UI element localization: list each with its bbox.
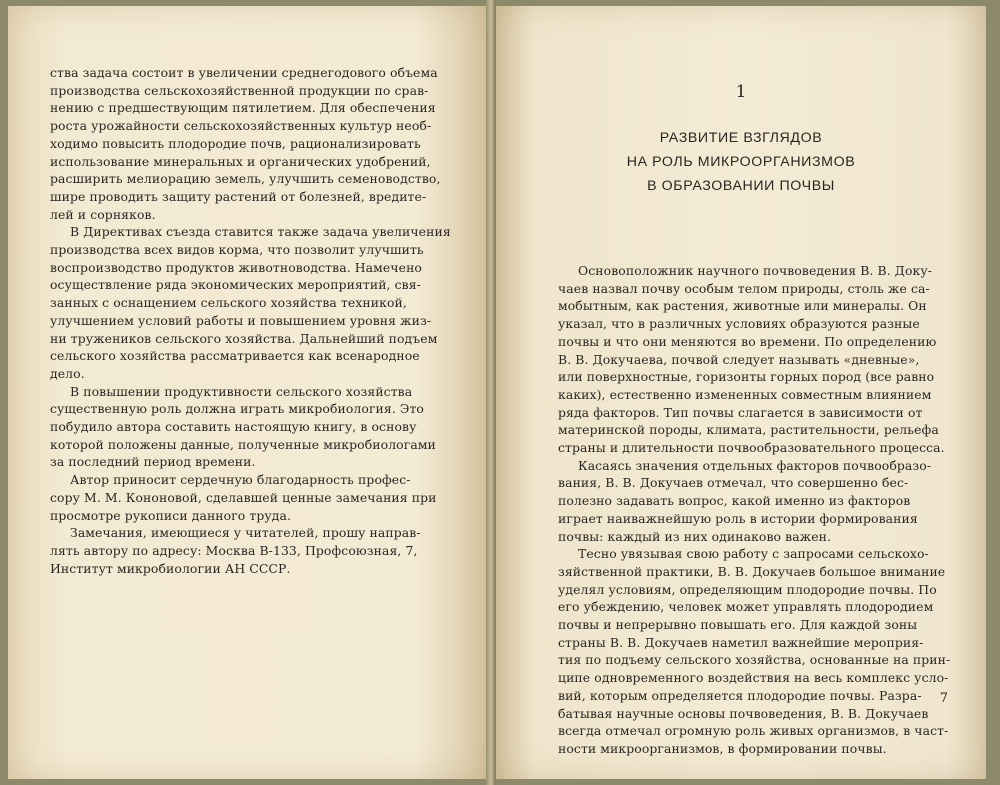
left-page-text (50, 64, 451, 577)
text-line: дело. (50, 365, 85, 381)
text-line: Тесно увязывая свою работу с запросами сельскохо- (578, 546, 929, 562)
text-line: всегда отмечал огромную роль живых организмов, в част- (558, 723, 949, 739)
book-gutter (486, 0, 496, 785)
left-page (8, 6, 486, 779)
text-line: побудило автора составить настоящую книгу, в основу (50, 419, 417, 435)
text-line: материнской породы, климата, растительности, рельефа (558, 422, 939, 438)
chapter-title (496, 126, 986, 198)
text-line: уделял условиям, определяющим плодородие почвы. По (558, 581, 937, 597)
text-line: расширить мелиорацию земель, улучшить семеноводство, (50, 171, 441, 187)
text-line: существенную роль должна играть микробиология. Это (50, 401, 424, 417)
text-line: Институт микробиологии АН СССР. (50, 560, 291, 576)
text-line: занных с оснащением сельского хозяйства техникой, (50, 295, 407, 311)
text-line: сельского хозяйства рассматривается как всенародное (50, 348, 420, 364)
text-line: которой положены данные, полученные микробиологами (50, 436, 436, 452)
text-line: за последний период времени. (50, 454, 256, 470)
text-line: ходимо повысить плодородие почв, рационализировать (50, 135, 421, 151)
text-line: производства всех видов корма, что позволит улучшить (50, 242, 424, 258)
text-line: лять автору по адресу: Москва В-133, Профсоюзная, 7, (50, 542, 418, 558)
chapter-title-line: НА РОЛЬ МИКРООРГАНИЗМОВ (626, 154, 856, 170)
text-line: использование минеральных и органических удобрений, (50, 153, 431, 169)
text-line: улучшением условий работы и повышением уровня жиз- (50, 312, 432, 328)
text-line: или поверхностные, горизонты горных пород (все равно (558, 369, 935, 385)
text-line: ности микроорганизмов, в формировании почвы. (558, 740, 887, 756)
text-line: ципе одновременного воздействия на весь комплекс усло- (558, 670, 949, 686)
text-line: батывая научные основы почвоведения, В. В. Докучаев (558, 705, 929, 721)
text-line: страны и длительности почвообразовательного процесса. (558, 440, 945, 456)
text-line: почвы и непрерывно повышать его. Для каждой зоны (558, 617, 918, 633)
text-line: почвы и что они меняются во времени. По определению (558, 333, 937, 349)
chapter-number: 1 (735, 82, 747, 102)
text-line: производства сельскохозяйственной продукции по срав- (50, 82, 429, 98)
page-number: 7 (939, 691, 948, 706)
text-line: ни тружеников сельского хозяйства. Дальнейший подъем (50, 330, 438, 346)
text-line: зяйственной практики, В. В. Докучаев большое внимание (558, 563, 946, 579)
text-line: почвы: каждый из них одинаково важен. (558, 528, 832, 544)
text-line: ства задача состоит в увеличении среднегодового объема (50, 65, 438, 80)
chapter-title-line: В ОБРАЗОВАНИИ ПОЧВЫ (647, 178, 835, 194)
text-line: В. В. Докучаева, почвой следует называть «дневные», (558, 351, 920, 367)
text-line: играет наиважнейшую роль в истории формирования (558, 510, 918, 526)
right-page-text (558, 262, 954, 758)
text-line: роста урожайности сельскохозяйственных культур необ- (50, 118, 432, 134)
text-line: просмотре рукописи данного труда. (50, 507, 292, 523)
text-line: указал, что в различных условиях образуются разные (558, 316, 920, 332)
text-line: Автор приносит сердечную благодарность профес- (70, 472, 411, 488)
text-line: нению с предшествующим пятилетием. Для обеспечения (50, 100, 436, 116)
text-line: вий, которым определяется плодородие почвы. Разра- (558, 687, 922, 703)
chapter-title-line: РАЗВИТИЕ ВЗГЛЯДОВ (659, 130, 823, 146)
right-page (496, 6, 986, 779)
text-line: его убеждению, человек может управлять плодородием (558, 599, 934, 615)
text-line: В Директивах съезда ставится также задача увеличения (70, 224, 451, 240)
text-line: Замечания, имеющиеся у читателей, прошу направ- (70, 525, 421, 541)
text-line: страны В. В. Докучаев наметил важнейшие мероприя- (558, 634, 924, 650)
text-line: тия по подъему сельского хозяйства, основанные на прин- (558, 652, 951, 668)
text-line: полезно задавать вопрос, какой именно из факторов (558, 493, 911, 509)
text-line: воспроизводство продуктов животноводства. Намечено (50, 259, 422, 275)
text-line: шире проводить защиту растений от болезней, вредите- (50, 188, 427, 204)
text-line: В повышении продуктивности сельского хозяйства (70, 383, 413, 399)
text-line: сору М. М. Кононовой, сделавшей ценные замечания при (50, 489, 437, 505)
text-line: мобытным, как растения, животные или минералы. Он (558, 298, 927, 314)
text-line: чаев назвал почву особым телом природы, столь же са- (558, 280, 930, 296)
text-line: вания, В. В. Докучаев отмечал, что совершенно бес- (558, 475, 909, 491)
text-line: Основоположник научного почвоведения В. В. Доку- (578, 263, 933, 278)
text-line: Касаясь значения отдельных факторов почвообразо- (578, 457, 932, 473)
text-line: лей и сорняков. (50, 206, 156, 222)
text-line: ряда факторов. Тип почвы слагается в зависимости от (558, 404, 923, 420)
text-line: каких), естественно измененных совместным влиянием (558, 386, 932, 402)
text-line: осуществление ряда экономических мероприятий, свя- (50, 277, 421, 293)
